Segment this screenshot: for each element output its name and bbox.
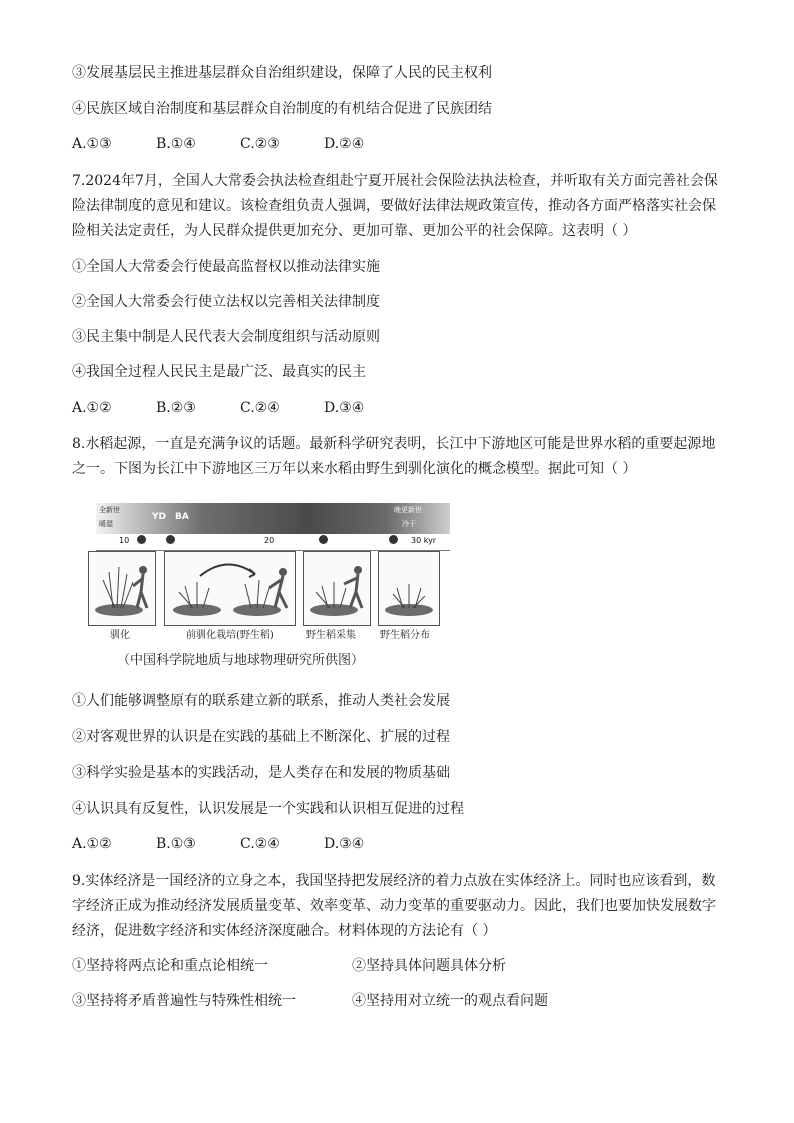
q8-stem-line-1: 8.水稻起源，一直是充满争议的话题。最新科学研究表明，长江中下游地区可能是世界水稻的重要起源地 bbox=[72, 436, 716, 452]
tick-10: 10 bbox=[119, 536, 130, 545]
q8-stem-line-2: 之一。下图为长江中下游地区三万年以来水稻由野生到驯化演化的概念模型。据此可知（ ） bbox=[72, 461, 637, 477]
timeline-pin bbox=[166, 535, 175, 544]
panel-label-wild-distribution: 野生稻分布 bbox=[380, 630, 430, 641]
q9-item-1: ①坚持将两点论和重点论相统一 bbox=[72, 958, 268, 974]
q7-stem-line-3: 险相关法定责任，为人民群众提供更加充分、更加可靠、更加公平的社会保障。这表明（ ） bbox=[72, 223, 637, 239]
q8-item-2: ②对客观世界的认识是在实践的基础上不断深化、扩展的过程 bbox=[72, 729, 450, 745]
q6-option-a[interactable]: A.①③ bbox=[72, 136, 112, 152]
rice-evolution-figure bbox=[86, 503, 450, 643]
q9-item-3: ③坚持将矛盾普遍性与特殊性相统一 bbox=[72, 993, 296, 1009]
q8-option-a[interactable]: A.①② bbox=[72, 836, 112, 852]
q6-option-c[interactable]: C.②③ bbox=[240, 136, 280, 152]
q7-option-b[interactable]: B.②③ bbox=[156, 400, 196, 416]
panel-label-domestication: 驯化 bbox=[110, 630, 130, 641]
bar-left-bottom: 暖湿 bbox=[99, 520, 113, 528]
pre-domestication-illustration bbox=[165, 552, 295, 625]
bar-label-ba: BA bbox=[175, 512, 189, 522]
timeline-pin bbox=[319, 535, 328, 544]
q7-item-1: ①全国人大常委会行使最高监督权以推动法律实施 bbox=[72, 259, 380, 275]
panel-domestication bbox=[88, 551, 156, 626]
q7-option-c[interactable]: C.②④ bbox=[240, 400, 280, 416]
q8-item-4: ④认识具有反复性，认识发展是一个实践和认识相互促进的过程 bbox=[72, 801, 464, 817]
q7-stem-line-2: 险法律制度的意见和建议。该检查组负责人强调，要做好法律法规政策宣传，推动各方面严格落实社会保 bbox=[72, 198, 716, 214]
q8-options bbox=[72, 834, 408, 854]
q8-option-b[interactable]: B.①③ bbox=[156, 836, 196, 852]
panel-pre-domestication bbox=[164, 551, 296, 626]
figure-caption: （中国科学院地质与地球物理研究所供图） bbox=[117, 653, 365, 668]
bar-label-yd: YD bbox=[152, 512, 166, 522]
q6-item-3: ③发展基层民主推进基层群众自治组织建设，保障了人民的民主权利 bbox=[72, 65, 492, 81]
q7-option-a[interactable]: A.①② bbox=[72, 400, 112, 416]
timeline-pin bbox=[137, 535, 146, 544]
q8-item-1: ①人们能够调整原有的联系建立新的联系，推动人类社会发展 bbox=[72, 693, 450, 709]
wild-collection-illustration bbox=[304, 552, 370, 625]
panel-wild-distribution bbox=[378, 551, 440, 626]
q7-options bbox=[72, 398, 408, 418]
panel-label-pre-domestication: 前驯化栽培(野生稻) bbox=[186, 630, 274, 641]
q6-option-b[interactable]: B.①④ bbox=[156, 136, 196, 152]
q7-item-3: ③民主集中制是人民代表大会制度组织与活动原则 bbox=[72, 329, 380, 345]
q8-option-d[interactable]: D.③④ bbox=[324, 836, 365, 852]
q8-option-c[interactable]: C.②④ bbox=[240, 836, 280, 852]
q7-item-2: ②全国人大常委会行使立法权以完善相关法律制度 bbox=[72, 294, 380, 310]
q6-item-4: ④民族区域自治制度和基层群众自治制度的有机结合促进了民族团结 bbox=[72, 101, 492, 117]
q7-option-d[interactable]: D.③④ bbox=[324, 400, 365, 416]
bar-right-bottom: 冷干 bbox=[402, 520, 416, 528]
q9-item-4: ④坚持用对立统一的观点看问题 bbox=[352, 993, 548, 1009]
bar-right-top: 晚更新世 bbox=[394, 506, 422, 514]
q9-stem-line-3: 经济，促进数字经济和实体经济深度融合。材料体现的方法论有（ ） bbox=[72, 923, 497, 939]
panel-label-wild-collection: 野生稻采集 bbox=[306, 630, 356, 641]
tick-20: 20 bbox=[264, 536, 275, 545]
q8-item-3: ③科学实验是基本的实践活动，是人类存在和发展的物质基础 bbox=[72, 765, 450, 781]
q6-options bbox=[72, 134, 408, 154]
q6-option-d[interactable]: D.②④ bbox=[324, 136, 365, 152]
tick-30kyr: 30 kyr bbox=[411, 536, 437, 545]
q9-item-2: ②坚持具体问题具体分析 bbox=[352, 958, 506, 974]
wild-distribution-illustration bbox=[379, 552, 439, 625]
q9-stem-line-2: 字经济正成为推动经济发展质量变革、效率变革、动力变革的重要驱动力。因此，我们也要加快发展数字 bbox=[72, 898, 716, 914]
domestication-illustration bbox=[89, 552, 155, 625]
q7-stem-line-1: 7.2024年7月，全国人大常委会执法检查组赴宁夏开展社会保险法执法检查，并听取有关方面完善社会保 bbox=[72, 173, 718, 189]
bar-left-top: 全新世 bbox=[99, 506, 120, 514]
q9-stem-line-1: 9.实体经济是一国经济的立身之本，我国坚持把发展经济的着力点放在实体经济上。同时也应该看到，数 bbox=[72, 873, 716, 889]
panel-wild-collection bbox=[303, 551, 371, 626]
timeline-pin bbox=[389, 535, 398, 544]
q7-item-4: ④我国全过程人民民主是最广泛、最真实的民主 bbox=[72, 364, 366, 380]
